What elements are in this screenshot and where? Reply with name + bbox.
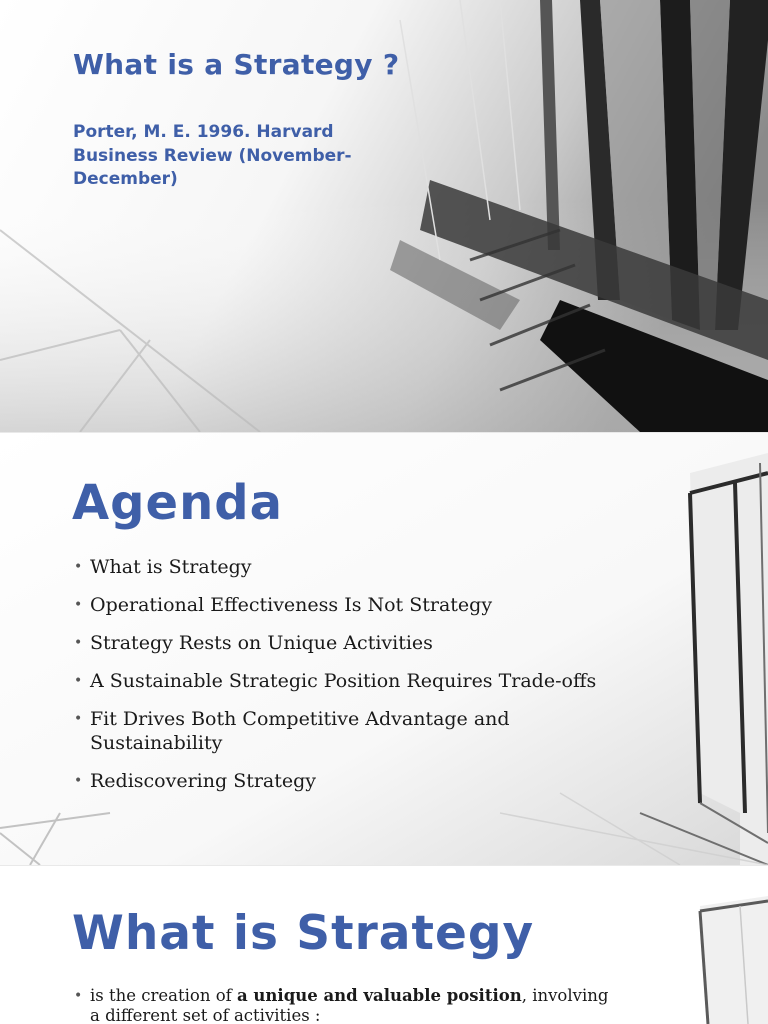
bullet-glyph: •: [74, 673, 83, 689]
agenda-item-text: Operational Effectiveness Is Not Strategy: [90, 594, 493, 616]
agenda-item-text: A Sustainable Strategic Position Requires Trade-offs: [90, 670, 597, 692]
slide-agenda[interactable]: [0, 433, 768, 865]
slide-1-title: What is a Strategy ?: [73, 48, 400, 81]
slide-title[interactable]: [0, 0, 768, 432]
bullet-glyph: •: [74, 597, 83, 613]
slide-2-title: Agenda: [72, 475, 283, 531]
agenda-item-text: Fit Drives Both Competitive Advantage and Sustainability: [90, 708, 510, 754]
slide-1-subtitle: Porter, M. E. 1996. Harvard Business Review (November-December): [73, 122, 352, 189]
slide-3-title: What is Strategy: [72, 906, 535, 961]
bullet-glyph: •: [74, 773, 83, 789]
list-item: [74, 707, 634, 755]
list-item: [74, 631, 634, 655]
definition-prefix: is the creation of: [90, 986, 237, 1005]
bullet-glyph: •: [74, 988, 83, 1004]
list-item: [74, 555, 634, 579]
definition-emphasis: a unique and valuable position: [237, 986, 522, 1005]
agenda-item-text: Rediscovering Strategy: [90, 770, 317, 792]
list-item: [74, 986, 614, 1024]
bullet-glyph: •: [74, 559, 83, 575]
agenda-item-text: What is Strategy: [90, 556, 252, 578]
list-item: [74, 769, 634, 793]
agenda-list: [74, 555, 634, 807]
agenda-item-text: Strategy Rests on Unique Activities: [90, 632, 433, 654]
list-item: [74, 593, 634, 617]
slide-what-is-strategy[interactable]: [0, 866, 768, 1024]
bullet-glyph: •: [74, 711, 83, 727]
list-item: [74, 669, 634, 693]
definition-suffix: , involving a different set of activities :: [90, 986, 609, 1024]
definition-list: [74, 986, 614, 1024]
bullet-glyph: •: [74, 635, 83, 651]
